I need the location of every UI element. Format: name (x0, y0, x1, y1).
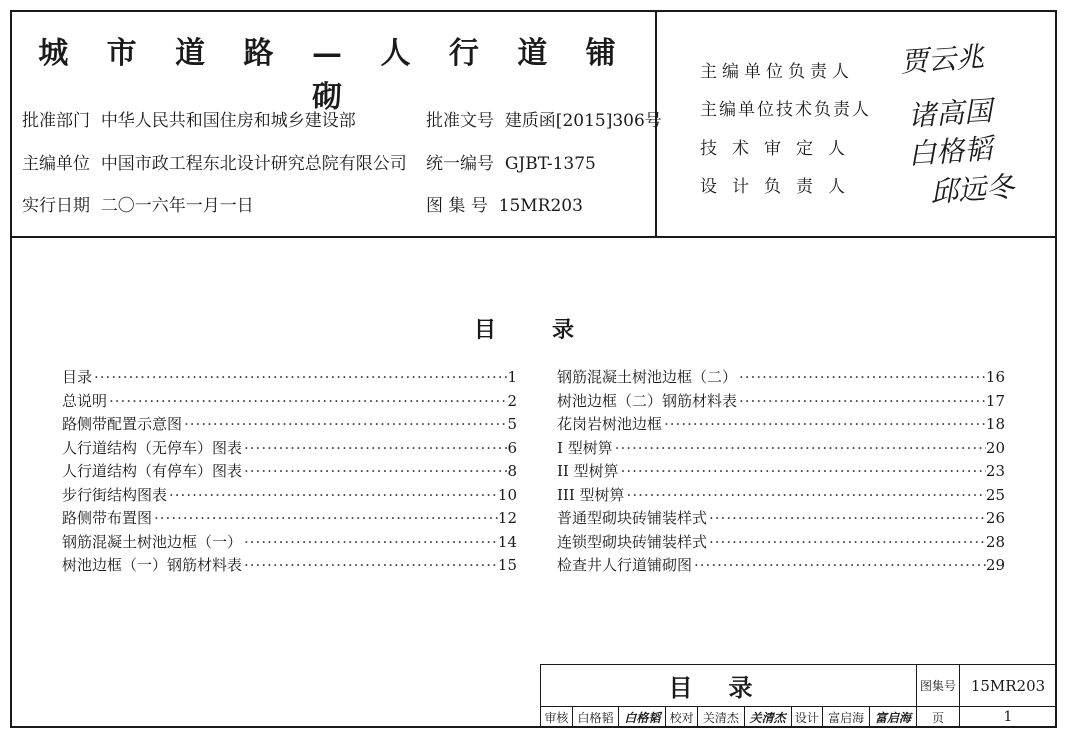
responsible-role: 技术审定人 (700, 139, 860, 159)
atlas-no-value: 15MR203 (498, 196, 583, 216)
toc-entry[interactable]: 树池边框（二）钢筋材料表 ····· 17 (557, 390, 1005, 414)
toc-entry[interactable]: 人行道结构（无停车）图表 ····· 6 (62, 437, 517, 461)
sheet-title: 目录 (668, 673, 789, 702)
editor-unit-value: 中国市政工程东北设计研究总院有限公司 (100, 154, 407, 174)
design-label: 设计 (791, 707, 823, 728)
effective-date (22, 191, 254, 216)
toc-entry[interactable]: II 型树箅 ····· 23 (557, 460, 1005, 484)
page-title: 城 市 道 路 — 人 行 道 铺 砌 (38, 36, 630, 115)
unified-no-label: 统一编号 (426, 154, 494, 174)
unified-no-value: GJBT-1375 (504, 154, 596, 174)
atlas-no (426, 191, 583, 216)
signature: 诸高国 (907, 94, 994, 133)
sheet-title-cell (541, 665, 917, 707)
header-divider (10, 236, 1057, 238)
review-signature: 白格韬 (619, 707, 666, 728)
approval-dept-label: 批准部门 (22, 111, 90, 131)
toc-entry[interactable]: 目录 ····· 1 (62, 366, 517, 390)
atlas-no-value-cell: 15MR203 (960, 665, 1057, 707)
responsible-role: 设计负责人 (700, 177, 860, 197)
toc-entry[interactable]: 钢筋混凝土树池边框（一） ····· 14 (62, 531, 517, 555)
toc-entry[interactable]: 花岗岩树池边框 ····· 18 (557, 413, 1005, 437)
design-name: 富启海 (823, 707, 870, 728)
approval-doc-label: 批准文号 (426, 111, 494, 131)
editor-unit (22, 149, 407, 174)
review-label: 审核 (541, 707, 573, 728)
check-name: 关清杰 (697, 707, 744, 728)
toc-entry[interactable]: 普通型砌块砖铺装样式 ····· 26 (557, 507, 1005, 531)
atlas-no-label-cell: 图集号 (917, 665, 960, 707)
unified-no (426, 149, 596, 174)
check-signature: 关清杰 (744, 707, 791, 728)
toc-entry[interactable]: 路侧带布置图 ····· 12 (62, 507, 517, 531)
check-label: 校对 (666, 707, 698, 728)
toc-entry[interactable]: 人行道结构（有停车）图表 ····· 8 (62, 460, 517, 484)
toc-left-column (62, 366, 517, 578)
toc-entry[interactable]: 树池边框（一）钢筋材料表 ····· 15 (62, 554, 517, 578)
atlas-no-label: 图 集 号 (426, 196, 488, 216)
signature: 邱远冬 (929, 170, 1016, 209)
approval-doc (426, 106, 662, 131)
approval-dept-value: 中华人民共和国住房和城乡建设部 (100, 111, 356, 131)
page-value: 1 (960, 707, 1057, 728)
title-block (540, 664, 1057, 728)
editor-unit-label: 主编单位 (22, 154, 90, 174)
page-label: 页 (917, 707, 960, 728)
toc-entry[interactable]: I 型树箅 ····· 20 (557, 437, 1005, 461)
toc-entry[interactable]: 路侧带配置示意图 ····· 5 (62, 413, 517, 437)
design-signature: 富启海 (870, 707, 917, 728)
toc-entry[interactable]: III 型树箅 ····· 25 (557, 484, 1005, 508)
signature: 白格韬 (907, 132, 994, 171)
review-name: 白格韬 (572, 707, 619, 728)
responsible-role: 主编单位负责人 (700, 62, 854, 82)
approval-doc-value: 建质函[2015]306号 (504, 111, 662, 131)
effective-date-label: 实行日期 (22, 196, 90, 216)
toc-entry[interactable]: 连锁型砌块砖铺装样式 ····· 28 (557, 531, 1005, 555)
toc-entry[interactable]: 步行街结构图表 ····· 10 (62, 484, 517, 508)
toc-entry[interactable]: 总说明 ····· 2 (62, 390, 517, 414)
responsible-role: 主编单位技术负责人 (700, 100, 871, 120)
effective-date-value: 二〇一六年一月一日 (100, 196, 254, 216)
toc-right-column (557, 366, 1005, 578)
toc-entry[interactable]: 钢筋混凝土树池边框（二） ····· 16 (557, 366, 1005, 390)
toc-entry[interactable]: 检查井人行道铺砌图 ····· 29 (557, 554, 1005, 578)
approval-dept (22, 106, 356, 131)
signature: 贾云兆 (899, 40, 986, 79)
toc-title: 目录 (474, 317, 631, 343)
